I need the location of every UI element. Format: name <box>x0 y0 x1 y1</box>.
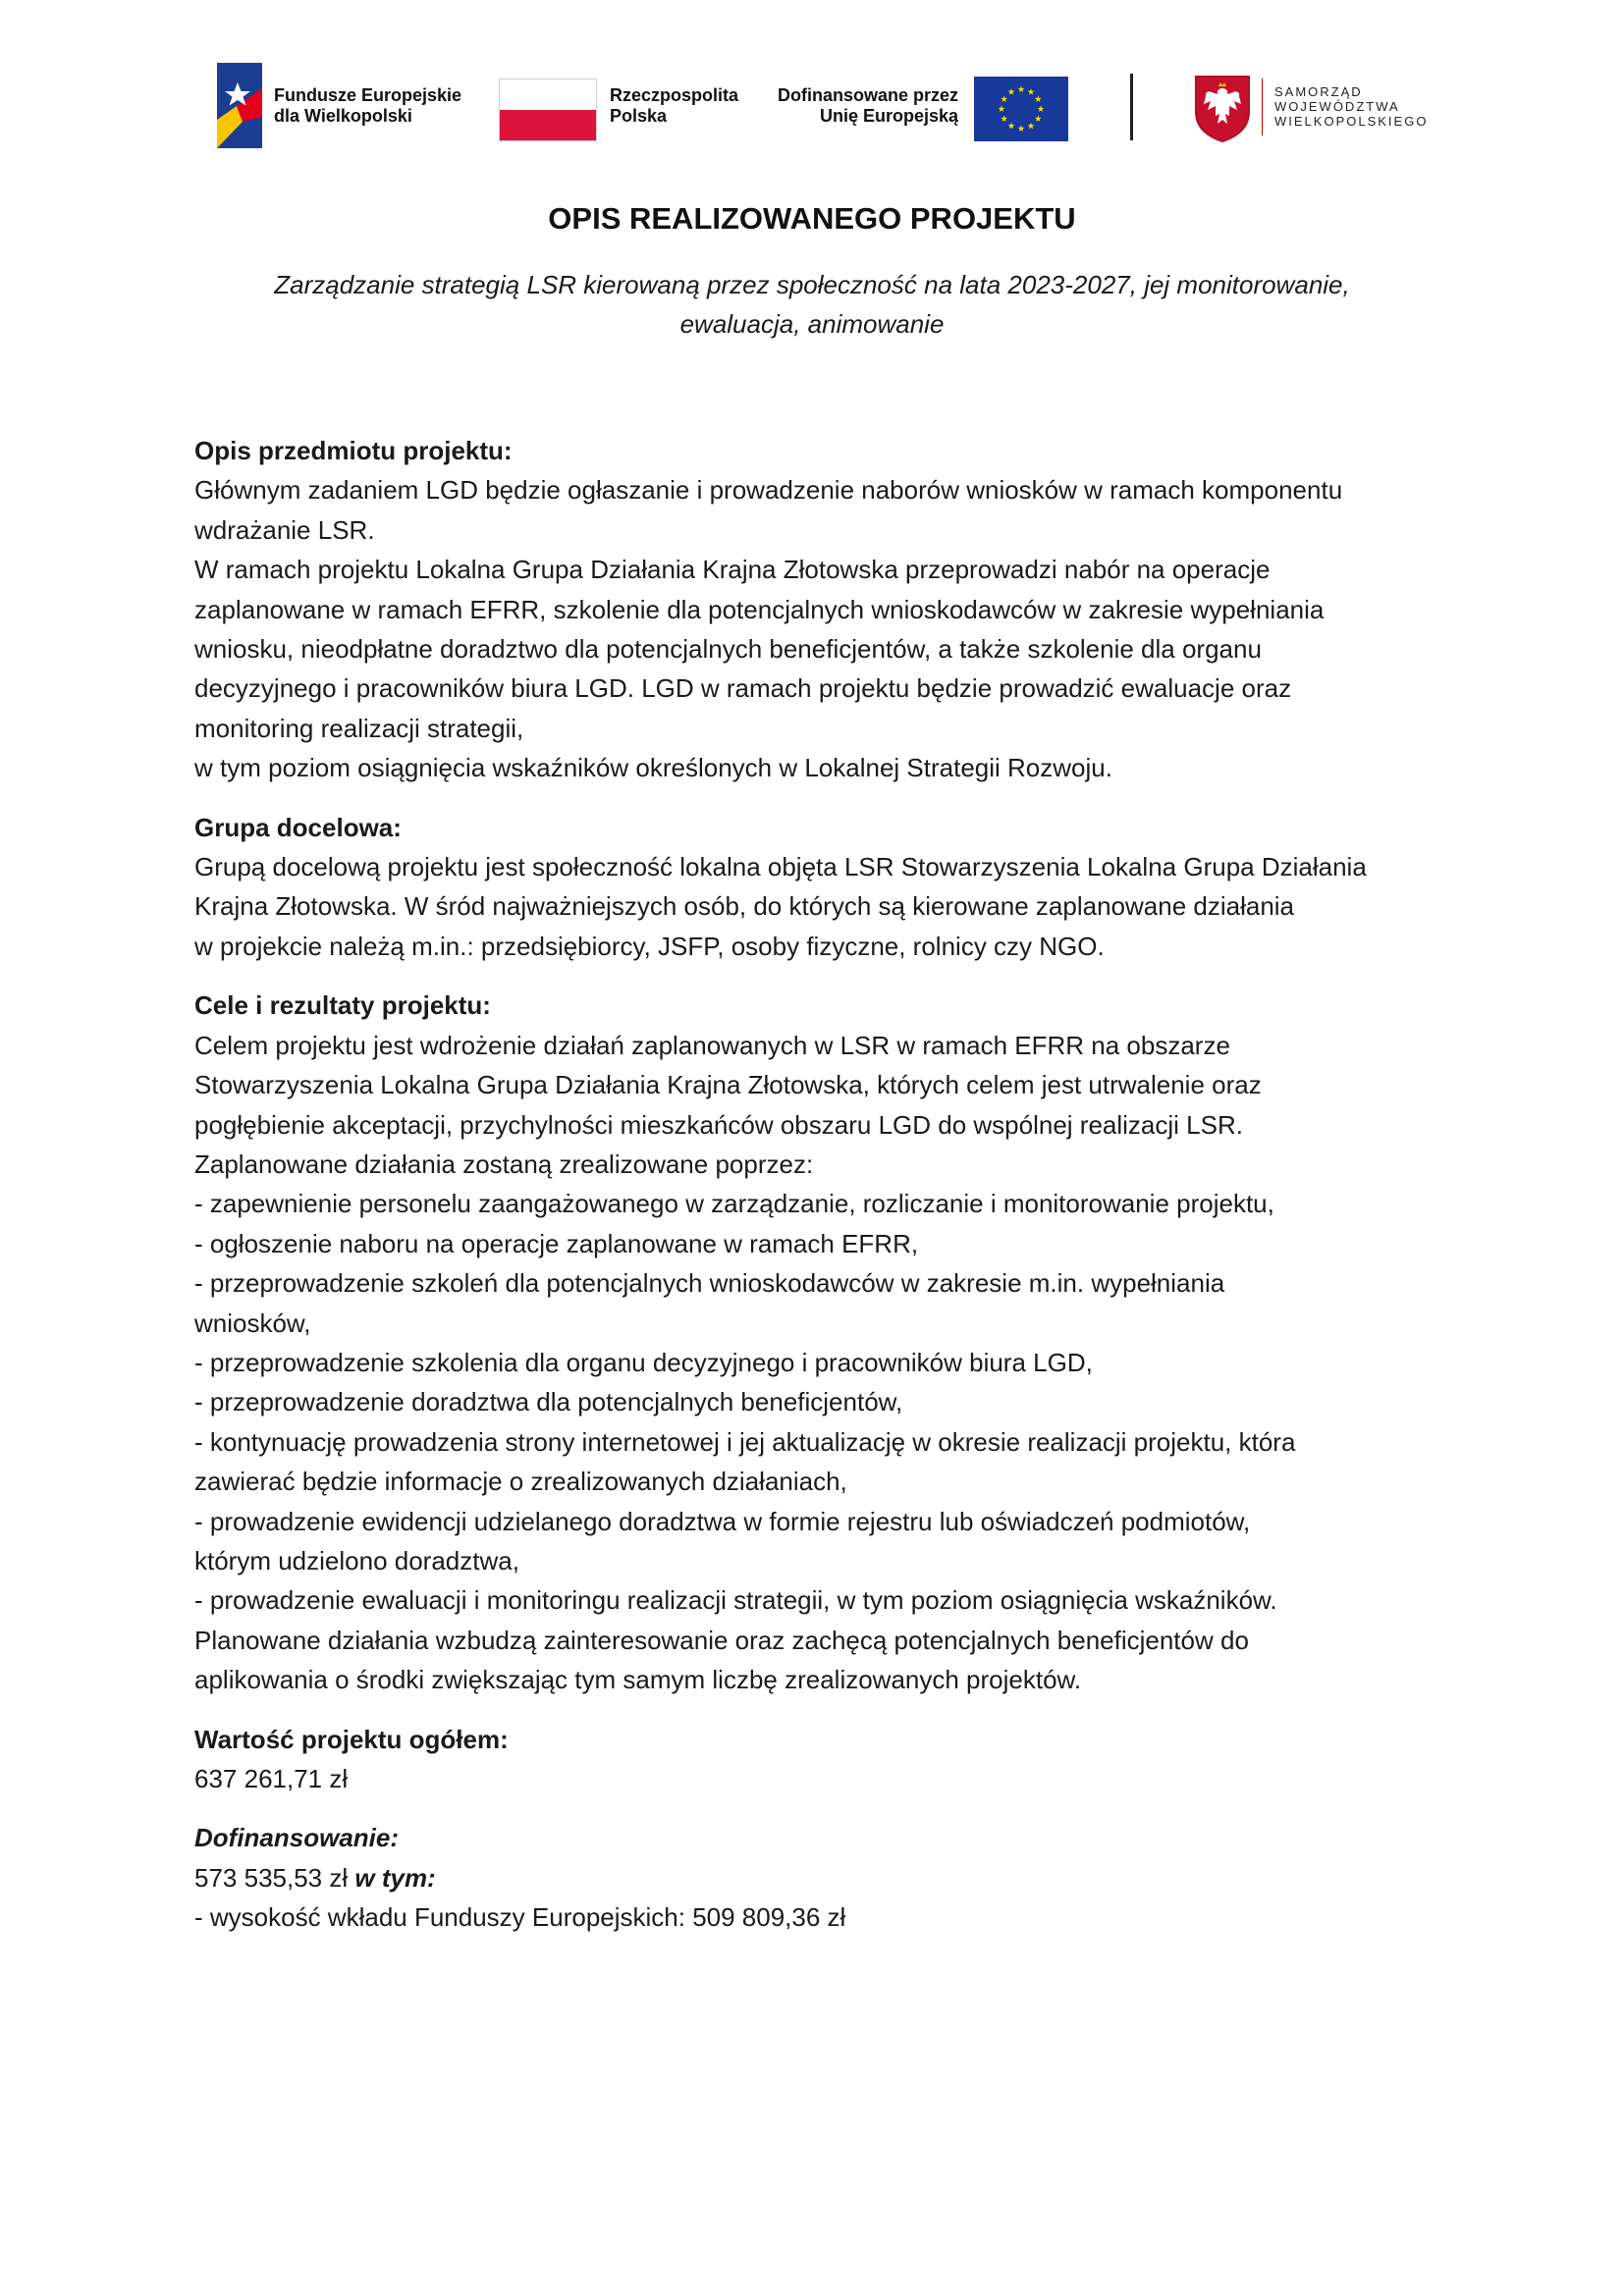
subtitle-line: ewaluacja, animowanie <box>679 309 945 339</box>
document-body <box>194 431 1471 1957</box>
text-line: Grupą docelową projektu jest społeczność lokalna objęta LSR Stowarzyszenia Lokalna Grupa Działania <box>194 852 1367 882</box>
section-wartosc-projektu <box>194 1720 1471 1799</box>
rzeczpospolita-polska-logo-text: Rzeczpospolita Polska <box>610 85 739 126</box>
text-line: w projekcie należą m.in.: przedsiębiorcy, JSFP, osoby fizyczne, rolnicy czy NGO. <box>194 931 1105 961</box>
section-grupa-docelowa <box>194 808 1471 967</box>
text-line: wniosków, <box>194 1308 311 1338</box>
text-line: - kontynuację prowadzenia strony internetowej i jej aktualizację w okresie realizacji projektu, która <box>194 1426 1296 1457</box>
section-cele-rezultaty <box>194 986 1471 1699</box>
text-line: Celem projektu jest wdrożenie działań zaplanowanych w LSR w ramach EFRR na obszarze <box>194 1030 1230 1060</box>
text-line: w tym poziom osiągnięcia wskaźników określonych w Lokalnej Strategii Rozwoju. <box>194 753 1112 783</box>
fundusze-europejskie-logo-icon <box>217 63 262 148</box>
section-opis-przedmiotu <box>194 431 1471 788</box>
project-value: 637 261,71 zł <box>194 1764 349 1793</box>
text-line: - prowadzenie ewaluacji i monitoringu realizacji strategii, w tym poziom osiągnięcia wskaźników. <box>194 1585 1277 1616</box>
text-line: Zaplanowane działania zostaną zrealizowane poprzez: <box>194 1148 814 1179</box>
text-line: - ogłoszenie naboru na operacje zaplanowane w ramach EFRR, <box>194 1228 919 1258</box>
text-line: monitoring realizacji strategii, <box>194 713 524 743</box>
text-line: Krajna Złotowska. W śród najważniejszych osób, do których są kierowane zaplanowane działania <box>194 891 1295 922</box>
text-line: zaplanowane w ramach EFRR, szkolenie dla potencjalnych wnioskodawców w zakresie wypełniania <box>194 594 1325 624</box>
text-line: - zapewnienie personelu zaangażowanego w zarządzanie, rozliczanie i monitorowanie projektu, <box>194 1189 1274 1219</box>
text-line: Stowarzyszenia Lokalna Grupa Działania Krajna Złotowska, których celem jest utrwalenie oraz <box>194 1070 1262 1100</box>
section-heading: Opis przedmiotu projektu: <box>194 436 513 465</box>
text-line: zawierać będzie informacje o zrealizowanych działaniach, <box>194 1467 847 1497</box>
section-text <box>194 1026 1471 1700</box>
cofinancing-amount: 573 535,53 zł <box>194 1862 349 1893</box>
document-title: OPIS REALIZOWANEGO PROJEKTU <box>548 201 1076 236</box>
eu-cofinancing-logo-text: Dofinansowane przez Unię Europejską <box>777 85 958 126</box>
fundusze-europejskie-logo-text: Fundusze Europejskie dla Wielkopolski <box>274 85 462 126</box>
document-subtitle <box>196 265 1428 344</box>
section-text <box>194 470 1471 787</box>
text-line: decyzyjnego i pracowników biura LGD. LGD w ramach projektu będzie prowadzić ewaluacje oraz <box>194 673 1292 704</box>
text-line: - prowadzenie ewidencji udzielanego doradztwa w formie rejestru lub oświadczeń podmiotów, <box>194 1506 1251 1536</box>
text-line: - przeprowadzenie doradztwa dla potencjalnych beneficjentów, <box>194 1387 903 1417</box>
section-heading: Cele i rezultaty projektu: <box>194 990 491 1021</box>
text-line: aplikowania o środki zwiększając tym samym liczbę zrealizowanych projektów. <box>194 1665 1082 1695</box>
text-line: - przeprowadzenie szkolenia dla organu decyzyjnego i pracowników biura LGD, <box>194 1347 1093 1377</box>
section-heading: Grupa docelowa: <box>194 812 402 842</box>
text-line: Planowane działania wzbudzą zainteresowanie oraz zachęcą potencjalnych beneficjentów do <box>194 1625 1249 1655</box>
logo-strip <box>0 0 1624 177</box>
eu-funds-contribution: - wysokość wkładu Funduszy Europejskich: 509 809,36 zł <box>194 1902 846 1933</box>
subtitle-line: Zarządzanie strategią LSR kierowaną przez społeczność na lata 2023-2027, jej monitorowanie, <box>274 270 1350 299</box>
text-line: wdrażanie LSR. <box>194 514 375 545</box>
eu-flag-icon <box>974 77 1068 141</box>
text-line: którym udzielono doradztwa, <box>194 1545 519 1575</box>
text-line: W ramach projektu Lokalna Grupa Działania Krajna Złotowska przeprowadzi nabór na operacje <box>194 555 1271 585</box>
section-heading: Dofinansowanie: <box>194 1823 400 1853</box>
poland-flag-icon <box>499 79 597 141</box>
crest-divider <box>1262 79 1263 135</box>
logo-separator <box>1130 74 1133 140</box>
text-line: - przeprowadzenie szkoleń dla potencjalnych wnioskodawców w zakresie m.in. wypełniania <box>194 1268 1225 1299</box>
section-text <box>194 847 1471 966</box>
section-dofinansowanie <box>194 1818 1471 1937</box>
section-heading: Wartość projektu ogółem: <box>194 1724 509 1754</box>
text-line: wniosku, nieodpłatne doradztwo dla potencjalnych beneficjentów, a także szkolenie dla organu <box>194 634 1262 665</box>
samorzad-wojewodztwa-logo-text: SAMORZĄD WOJEWÓDZTWA WIELKOPOLSKIEGO <box>1274 84 1429 129</box>
text-line: pogłębienie akceptacji, przychylności mieszkańców obszaru LGD do wspólnej realizacji LSR. <box>194 1109 1243 1140</box>
text-line: Głównym zadaniem LGD będzie ogłaszanie i prowadzenie naborów wniosków w ramach komponentu <box>194 475 1343 506</box>
wielkopolska-crest-icon <box>1194 75 1251 142</box>
cofinancing-amount-line <box>194 1858 1471 1897</box>
cofinancing-suffix: w tym: <box>354 1862 436 1893</box>
